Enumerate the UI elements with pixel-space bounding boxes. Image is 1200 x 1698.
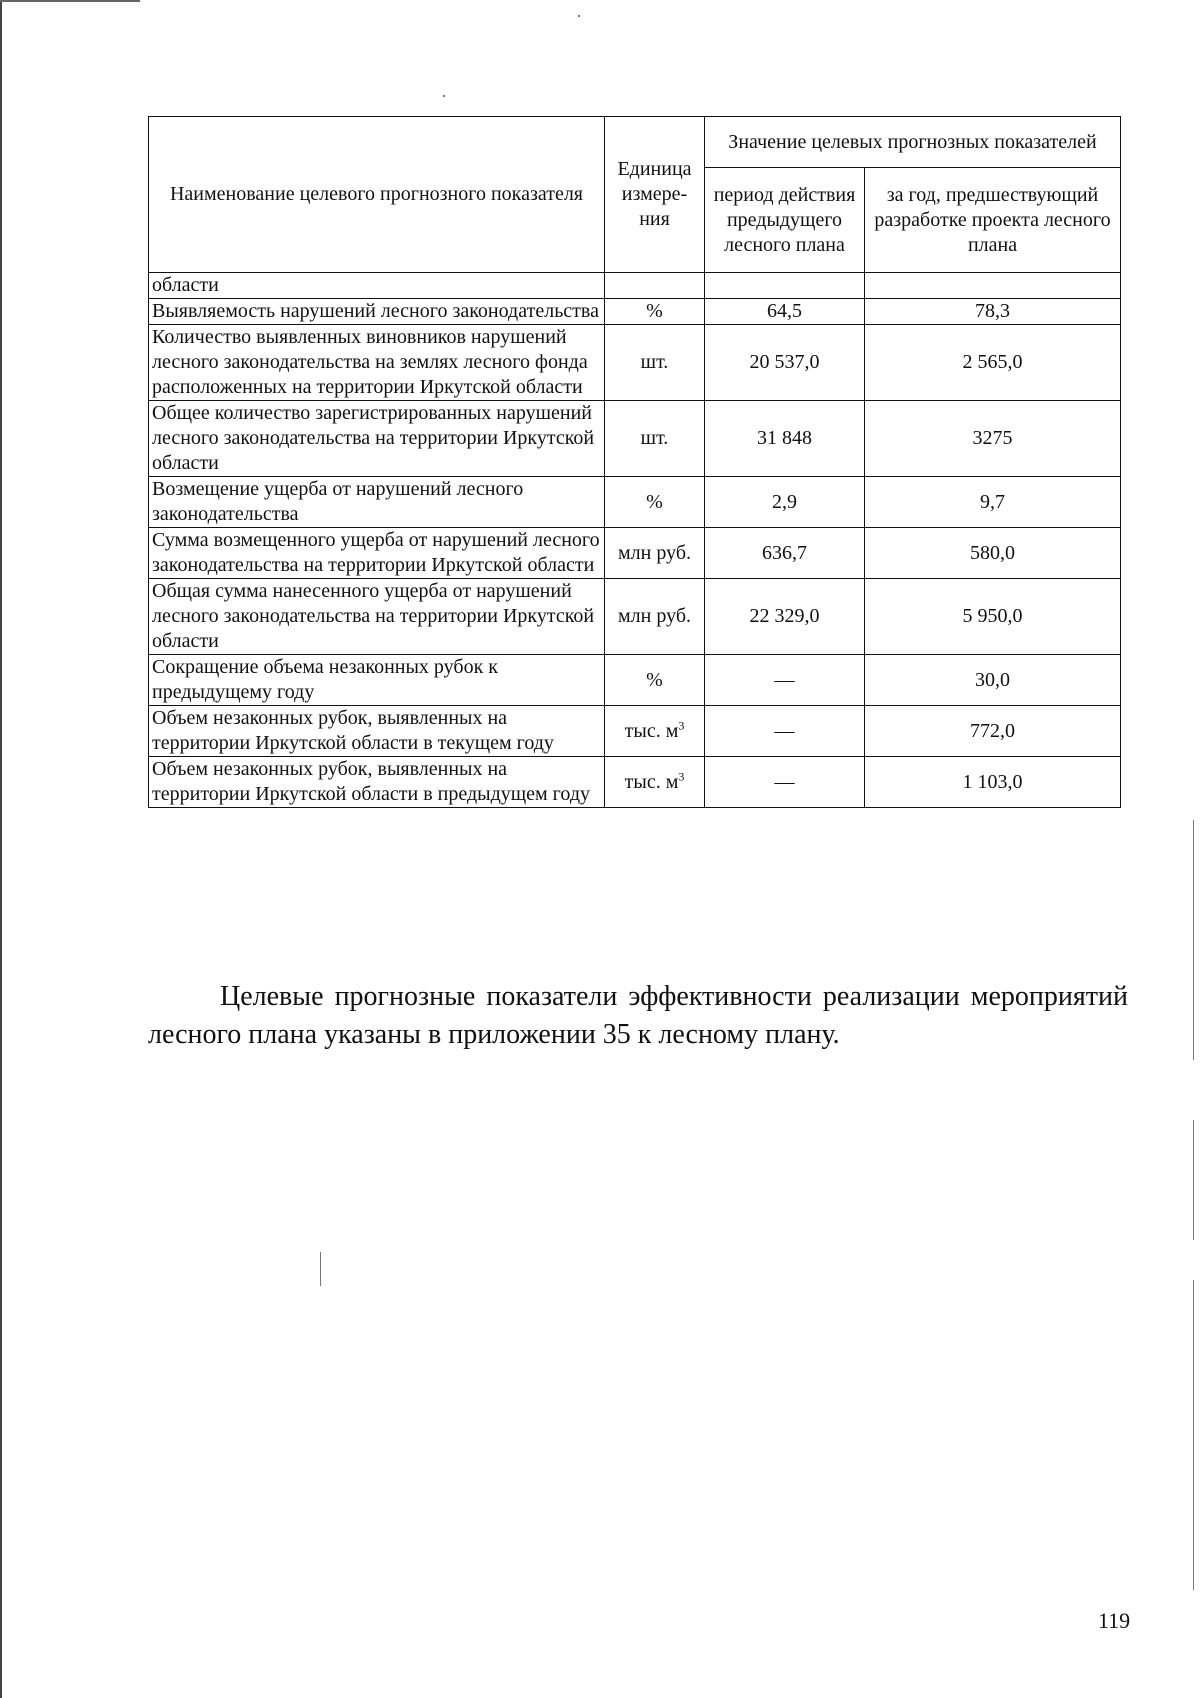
cell-prev: 20 537,0 bbox=[705, 325, 865, 401]
table-row bbox=[149, 528, 1121, 579]
cell-unit: млн руб. bbox=[605, 528, 705, 579]
cell-prev: 22 329,0 bbox=[705, 579, 865, 655]
header-indicator-name: Наименование целевого прогнозного показателя bbox=[149, 117, 605, 273]
cell-year: 5 950,0 bbox=[865, 579, 1121, 655]
cell-name: Объем незаконных рубок, выявленных на территории Иркутской области в текущем году bbox=[149, 706, 605, 757]
cell-unit: шт. bbox=[605, 401, 705, 477]
cell-unit: шт. bbox=[605, 325, 705, 401]
cell-prev: 636,7 bbox=[705, 528, 865, 579]
cell-name: Количество выявленных виновников нарушений лесного законодательства на землях лесного фонда расположенных на территории Иркутской области bbox=[149, 325, 605, 401]
cell-year: 30,0 bbox=[865, 655, 1121, 706]
header-values-group: Значение целевых прогнозных показателей bbox=[705, 117, 1121, 168]
unit-text: тыс. м bbox=[624, 719, 679, 742]
cell-prev: 2,9 bbox=[705, 477, 865, 528]
cell-unit bbox=[605, 273, 705, 299]
cell-name: Общая сумма нанесенного ущерба от нарушений лесного законодательства на территории Иркутской области bbox=[149, 579, 605, 655]
cell-unit bbox=[605, 706, 705, 757]
cell-prev: 64,5 bbox=[705, 299, 865, 325]
body-paragraph: Целевые прогнозные показатели эффективности реализации мероприятий лесного плана указаны в приложении 35 к лесному плану. bbox=[148, 981, 1128, 1050]
unit-superscript: 3 bbox=[678, 717, 685, 732]
scan-speck bbox=[443, 95, 445, 97]
cell-name: Объем незаконных рубок, выявленных на территории Иркутской области в предыдущем году bbox=[149, 757, 605, 808]
header-unit: Единица измере-ния bbox=[605, 117, 705, 273]
table-row bbox=[149, 401, 1121, 477]
scan-speck bbox=[320, 1252, 321, 1286]
cell-prev: — bbox=[705, 757, 865, 808]
cell-year: 1 103,0 bbox=[865, 757, 1121, 808]
cell-year: 78,3 bbox=[865, 299, 1121, 325]
cell-prev: — bbox=[705, 655, 865, 706]
table-row bbox=[149, 579, 1121, 655]
cell-prev: 31 848 bbox=[705, 401, 865, 477]
cell-name: Выявляемость нарушений лесного законодательства bbox=[149, 299, 605, 325]
table-row bbox=[149, 706, 1121, 757]
cell-unit: % bbox=[605, 655, 705, 706]
cell-unit: % bbox=[605, 299, 705, 325]
cell-name: Сокращение объема незаконных рубок к предыдущему году bbox=[149, 655, 605, 706]
cell-year: 3275 bbox=[865, 401, 1121, 477]
table-row bbox=[149, 655, 1121, 706]
cell-year: 9,7 bbox=[865, 477, 1121, 528]
table-row bbox=[149, 757, 1121, 808]
indicators-table bbox=[148, 116, 1121, 808]
scan-speck bbox=[578, 15, 580, 17]
scan-edge-right bbox=[1193, 1280, 1194, 1590]
cell-prev bbox=[705, 273, 865, 299]
scan-edge-top bbox=[0, 0, 140, 2]
cell-unit bbox=[605, 757, 705, 808]
scan-edge-right bbox=[1193, 820, 1194, 1060]
unit-text: тыс. м bbox=[624, 770, 679, 793]
cell-name: Общее количество зарегистрированных нарушений лесного законодательства на территории Иркутской области bbox=[149, 401, 605, 477]
scan-edge-right bbox=[1193, 1120, 1194, 1240]
cell-year: 772,0 bbox=[865, 706, 1121, 757]
cell-name: Возмещение ущерба от нарушений лесного законодательства bbox=[149, 477, 605, 528]
table-row bbox=[149, 299, 1121, 325]
table-row-continuation bbox=[149, 273, 1121, 299]
cell-name: области bbox=[149, 273, 605, 299]
table-header-row bbox=[149, 117, 1121, 168]
cell-name: Сумма возмещенного ущерба от нарушений лесного законодательства на территории Иркутской области bbox=[149, 528, 605, 579]
cell-prev: — bbox=[705, 706, 865, 757]
scan-edge-left bbox=[0, 0, 2, 1698]
header-year-before: за год, предшествующий разработке проекта лесного плана bbox=[865, 168, 1121, 273]
unit-superscript: 3 bbox=[678, 768, 685, 783]
table-row bbox=[149, 477, 1121, 528]
table-row bbox=[149, 325, 1121, 401]
cell-year: 580,0 bbox=[865, 528, 1121, 579]
cell-year: 2 565,0 bbox=[865, 325, 1121, 401]
page-number: 119 bbox=[1098, 1608, 1131, 1633]
cell-unit: млн руб. bbox=[605, 579, 705, 655]
cell-unit: % bbox=[605, 477, 705, 528]
header-prev-period: период действия предыдущего лесного плана bbox=[705, 168, 865, 273]
cell-year bbox=[865, 273, 1121, 299]
